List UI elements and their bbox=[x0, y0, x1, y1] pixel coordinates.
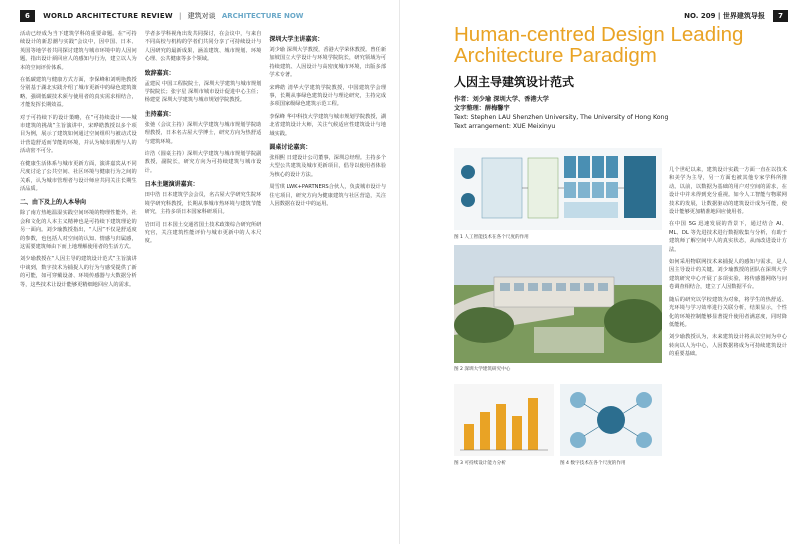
figure-4-diagram bbox=[560, 384, 662, 456]
left-column-2 bbox=[145, 30, 262, 535]
title-en-line-2: Architecture Paradigm bbox=[454, 44, 657, 67]
article-title-block bbox=[454, 24, 784, 131]
section-heading: 致辞嘉宾： bbox=[144, 69, 175, 77]
magazine-name: WORLD ARCHITECTURE REVIEW bbox=[43, 12, 173, 20]
paragraph: 宋晔皓 清华大学建筑学院教授，中国建筑学会理事，长期从事绿色建筑设计与理论研究，主持完成多项国家级绿色建筑示范工程。 bbox=[269, 84, 387, 108]
section-name-cn: 建筑对谈 bbox=[187, 12, 216, 20]
figure-3-caption: 图 3 可持续设计能力分析 bbox=[454, 461, 506, 466]
left-column-3 bbox=[269, 30, 386, 535]
right-running-header bbox=[684, 10, 788, 22]
paragraph: 随后的研究以学校建筑为对象，将学生的热舒适、光环境与学习效率进行关联分析，结果显示，个性化的环境控制能够显著提升使用者满意度，同时降低能耗。 bbox=[669, 296, 787, 328]
right-page-number: 7 bbox=[773, 10, 788, 22]
title-en-line-1: Human-centred Design Leading bbox=[454, 23, 744, 46]
paragraph: 活动已经成为当下建筑学科的重要命题。在“可持续设计的新思潮与实践”会议中，因中国、日本、英国等地学者共同探讨建筑与城市环境中的人因问题，指出设计须回应人的感知与行为，建立以人为本的空间评价体系。 bbox=[20, 31, 137, 71]
paragraph: 刘少瑜教授认为，未来建筑设计将从以空间为中心转向以人为中心，人因数据将成为可持续建筑设计的重要基础。 bbox=[669, 334, 787, 358]
paragraph: 对于可持续下的设计策略，在“可持续设计——城市建筑的挑战”主旨演讲中，宋晔皓教授以多个项目为例，展示了建筑如何通过空间组织与被动式设计营造舒适而节能的环境，并认为城市肌理与人的活动密不可分。 bbox=[20, 114, 137, 155]
paragraph: 李保峰 华中科技大学建筑与城市规划学院教授，湖北省建筑设计大师，关注气候适应性建筑设计与地域实践。 bbox=[269, 113, 387, 137]
figure-4-caption: 图 4 数字技术在各个尺度的作用 bbox=[560, 461, 626, 466]
paragraph: 在中国 5G 迅速发展的背景下，通过结合 AI、ML、DL 等先进技术进行数据收集与分析，有助于建筑师了解空间中人的真实状态，从而改进设计方法。 bbox=[669, 221, 787, 253]
paragraph: 周雪琪 LWK+PARTNERS合伙人，负责城市设计与住宅项目，研究方向为健康建筑与社区营造，关注人因数据在设计中的运用。 bbox=[269, 184, 387, 208]
section-heading: 主持嘉宾： bbox=[144, 110, 175, 118]
paragraph: 张弛（会议主持）深圳大学建筑与城市规划学院助理教授，日本名古屋大学博士，研究方向为热舒适与建筑环境。 bbox=[144, 121, 262, 145]
paragraph: 刘少瑜 深圳大学教授，香港大学荣休教授。曾任新加坡国立大学设计与环境学院院长，研究领域为可持续建筑、人因设计与高密度城市环境，出版多部学术专著。 bbox=[269, 47, 387, 79]
right-page bbox=[400, 0, 800, 544]
section-name-en: ARCHITECTURE NOW bbox=[221, 12, 304, 20]
left-running-header: 6 WORLD ARCHITECTURE REVIEW | 建筑对谈 ARCHITECTURE NOW bbox=[20, 10, 304, 22]
author-line: 作者：刘少瑜 深圳大学、香港大学 bbox=[454, 96, 549, 103]
figure-1-diagram bbox=[454, 148, 662, 230]
paragraph: 许浩（圆桌主持）深圳大学建筑与城市规划学院副教授，副院长，研究方向为可持续建筑与城市设计。 bbox=[144, 151, 262, 174]
paragraph: 在健康生活体系与城市更新方面，演讲嘉宾从不同尺度讨论了公共空间、社区环境与健康行为之间的关系，认为城市管理者与设计师应共同关注长期生活品质。 bbox=[20, 160, 137, 192]
issue-label: NO. 209 | 世界建筑导报 bbox=[684, 12, 765, 20]
article-title-cn: 人因主导建筑设计范式 bbox=[454, 75, 575, 89]
figure-3-chart bbox=[454, 384, 554, 456]
section-heading: 日本主题演讲嘉宾： bbox=[144, 181, 199, 189]
paragraph: 田中浩 日本建筑学会会员，名古屋大学研究生院环境学研究科教授，长期从事城市热环境与建筑节能研究，主持多项日本国家科研项目。 bbox=[144, 192, 262, 216]
section-heading: 二、由下及上的人本导向 bbox=[20, 199, 87, 207]
paragraph: 张相熙 日建设计公司董事，深圳总经理。主持多个大型公共建筑及城市更新项目，倡导以使用者体验为核心的设计方法。 bbox=[269, 155, 387, 178]
paragraph: 除了南方热地温湿实践空间环境的物理性能外，社会和文化的人本主义精神也是可持续下建筑理论的另一面向。刘少瑜教授指出，“人因”不仅是舒适度的参数，也包括人对空间的认知、情感与归属感，这需要建筑师由下而上地理解使用者的生活方式。 bbox=[20, 210, 137, 250]
paragraph: 如何采用物联网技术来捕捉人的感知与需求，是人因主导设计的关键。刘少瑜教授的团队在深圳大学建筑研究中心开展了多项实验，将传感器网络与问卷调查相结合，建立了人因数据平台。 bbox=[669, 259, 787, 291]
left-column-1 bbox=[20, 30, 137, 535]
paragraph: 孟建民 中国工程院院士，深圳大学建筑与城市规划学院院长；张宇星 深圳市城市设计促进中心主任；杨建觉 深圳大学建筑与城市规划学院教授。 bbox=[144, 80, 262, 104]
right-text-column bbox=[669, 166, 787, 536]
figure-2-photo bbox=[454, 245, 662, 363]
left-page-number: 6 bbox=[20, 10, 35, 22]
left-text-columns bbox=[20, 30, 386, 535]
section-heading: 圆桌讨论嘉宾： bbox=[269, 144, 312, 152]
editor-line: 文字整理：薛梅馨宇 bbox=[454, 105, 510, 112]
article-title-en bbox=[454, 24, 784, 66]
text-credit-line: Text: Stephen LAU Shenzhen University, The University of Hong Kong bbox=[454, 114, 669, 121]
paragraph: 几个世纪以来，建筑设计实践一方面一直在以技术和美学为主导，另一方面也被其他专家学科所推动。以前，以数据为基础的用户对空间的需求，在设计中并未得到充分重视。如今人工智能与物联网技术的发展，让数据驱动的建筑设计成为可能，使设计能够更加精准地回应使用者。 bbox=[669, 167, 787, 216]
paragraph: 刘少瑜教授在“人因主导的建筑设计范式”主旨演讲中谈到，数字技术为捕捉人的行为与感受提供了新的可能，如可穿戴设备、环境传感器与大数据分析等，这些技术让设计能够更精细地回应人的需求。 bbox=[20, 256, 137, 288]
paragraph: 学者多学科视角出发共同探讨，在会议中，与来自不同高校与机构的学者们共同分享了可持续设计与人因研究的最新成果，涵盖建筑、城市规划、环境心理、公共健康等多个领域。 bbox=[144, 31, 262, 63]
article-credits bbox=[454, 95, 784, 131]
figure-2-caption: 图 2 深圳大学建筑研究中心 bbox=[454, 367, 511, 372]
paragraph: 在低碳建筑与健康方式方面，李保峰和刘明艳教授分别基于湖北实践介绍了城市更新中的绿色建筑策略，强调低碳技术须与使用者的真实需求相结合，才能发挥长期效益。 bbox=[20, 77, 137, 109]
paragraph: 岩田司 日本国土交通省国土技术政策综合研究所研究官，关注建筑性能评价与城市更新中的人本尺度。 bbox=[144, 221, 262, 245]
figure-1-caption: 图 1 人工智能技术在各个尺度的作用 bbox=[454, 235, 529, 240]
arrangement-credit-line: Text arrangement: XUE Meixinyu bbox=[454, 123, 556, 130]
section-heading: 深圳大学主讲嘉宾： bbox=[269, 36, 324, 43]
